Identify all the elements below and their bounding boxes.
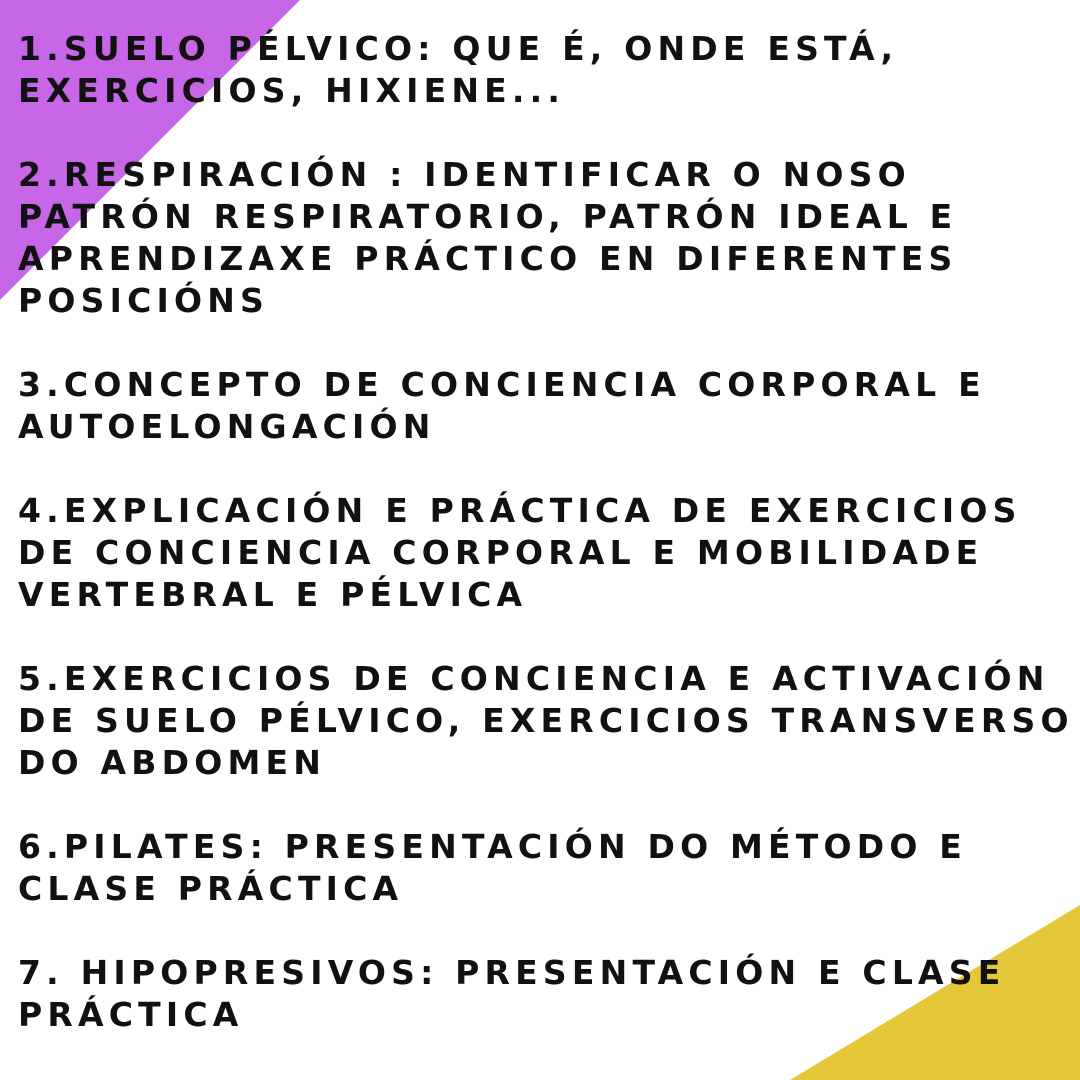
list-item-line: 3.CONCEPTO DE CONCIENCIA CORPORAL E xyxy=(18,365,986,404)
list-item-line: DE SUELO PÉLVICO, EXERCICIOS TRANSVERSO xyxy=(18,701,1074,740)
course-content-list xyxy=(18,28,1076,1078)
list-item-line: APRENDIZAXE PRÁCTICO EN DIFERENTES xyxy=(18,239,958,278)
list-item-7 xyxy=(18,952,1076,1036)
list-item-line: CLASE PRÁCTICA xyxy=(18,869,404,908)
list-item-4 xyxy=(18,490,1076,616)
list-item-line: DO ABDOMEN xyxy=(18,743,327,782)
list-item-line: 4.EXPLICACIÓN E PRÁCTICA DE EXERCICIOS xyxy=(18,491,1022,530)
list-item-line: DE CONCIENCIA CORPORAL E MOBILIDADE xyxy=(18,533,984,572)
list-item-line: 1.SUELO PÉLVICO: QUE É, ONDE ESTÁ, xyxy=(18,29,899,68)
list-item-line: AUTOELONGACIÓN xyxy=(18,407,436,446)
list-item-line: POSICIÓNS xyxy=(18,281,270,320)
list-item-line: 2.RESPIRACIÓN : IDENTIFICAR O NOSO xyxy=(18,155,911,194)
list-item-line: PATRÓN RESPIRATORIO, PATRÓN IDEAL E xyxy=(18,197,958,236)
list-item-3 xyxy=(18,364,1076,448)
list-item-line: 5.EXERCICIOS DE CONCIENCIA E ACTIVACIÓN xyxy=(18,659,1050,698)
list-item-6 xyxy=(18,826,1076,910)
list-item-2 xyxy=(18,154,1076,322)
list-item-5 xyxy=(18,658,1076,784)
list-item-1 xyxy=(18,28,1076,112)
list-item-line: 7. HIPOPRESIVOS: PRESENTACIÓN E CLASE xyxy=(18,953,1006,992)
list-item-line: EXERCICIOS, HIXIENE... xyxy=(18,71,566,110)
list-item-line: VERTEBRAL E PÉLVICA xyxy=(18,575,528,614)
list-item-line: PRÁCTICA xyxy=(18,995,244,1034)
list-item-line: 6.PILATES: PRESENTACIÓN DO MÉTODO E xyxy=(18,827,968,866)
